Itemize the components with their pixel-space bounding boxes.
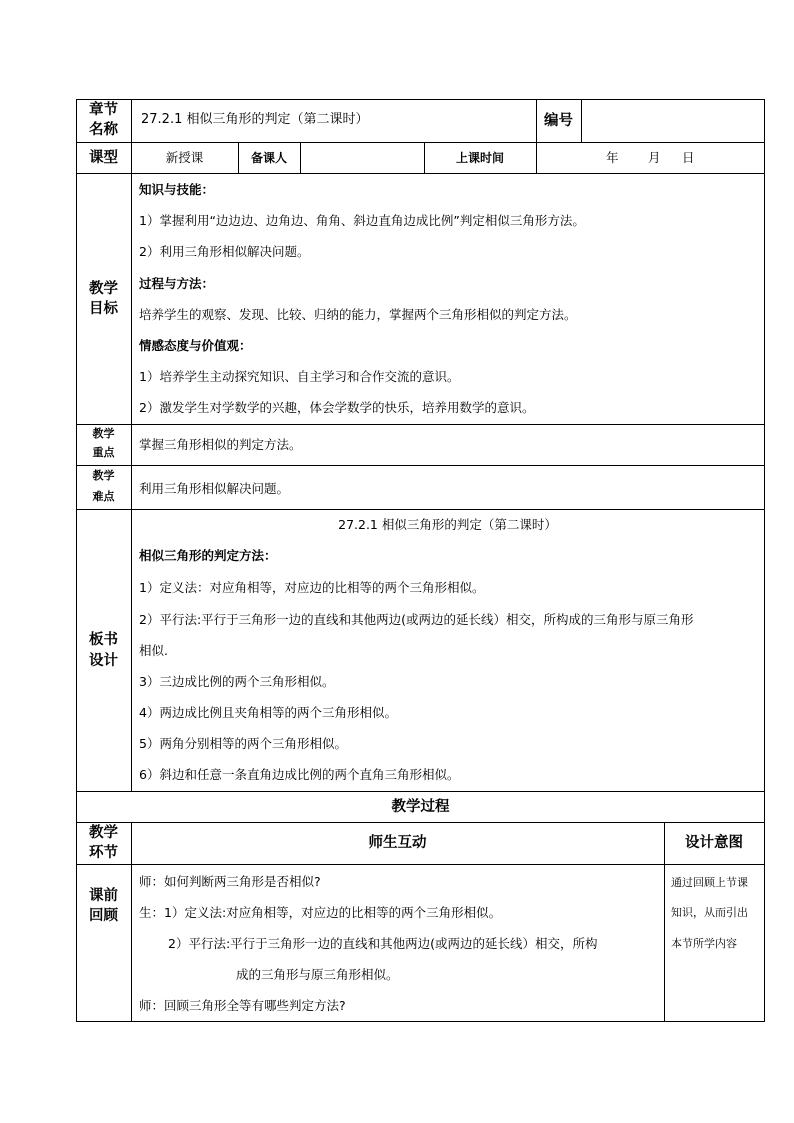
rule xyxy=(300,142,301,173)
board-item: 1）定义法：对应角相等，对应边的比相等的两个三角形相似。 xyxy=(139,580,485,595)
attitude-heading: 情感态度与价值观： xyxy=(139,338,252,353)
board-item: 相似. xyxy=(139,643,168,658)
type-value: 新授课 xyxy=(165,150,204,165)
chapter-label-line1: 章节 xyxy=(89,102,118,118)
process-section-title: 教学过程 xyxy=(391,799,450,815)
stage-col-header-line1: 教学 xyxy=(89,825,118,841)
key-point-label-line2: 重点 xyxy=(92,446,115,459)
intent-col-header: 设计意图 xyxy=(685,835,743,851)
review-line: 师：回顾三角形全等有哪些判定方法? xyxy=(139,998,346,1013)
time-label: 上课时间 xyxy=(455,151,504,165)
review-intent-line: 知识，从而引出 xyxy=(671,906,748,919)
date-day: 日 xyxy=(682,150,695,165)
review-intent-line: 通过回顾上节课 xyxy=(671,876,748,889)
board-item: 5）两角分别相等的两个三角形相似。 xyxy=(139,736,347,751)
rule xyxy=(76,465,765,466)
board-item: 6）斜边和任意一条直角边成比例的两个直角三角形相似。 xyxy=(139,767,460,782)
rule-bottom xyxy=(76,1021,765,1022)
board-heading: 相似三角形的判定方法： xyxy=(139,548,277,563)
date-month: 月 xyxy=(648,150,661,165)
number-label: 编号 xyxy=(544,113,573,129)
rule xyxy=(76,791,765,792)
rule-right xyxy=(764,99,765,1021)
rule xyxy=(76,509,765,510)
board-item: 2）平行法:平行于三角形一边的直线和其他两边(或两边的延长线）相交，所构成的三角形与原三角形 xyxy=(139,612,694,627)
preparer-label: 备课人 xyxy=(250,151,287,165)
key-point-value: 掌握三角形相似的判定方法。 xyxy=(139,437,302,452)
rule xyxy=(76,142,765,143)
rule xyxy=(131,99,132,791)
rule xyxy=(581,99,582,142)
rule xyxy=(76,424,765,425)
review-stage-line2: 回顾 xyxy=(89,908,118,924)
review-line: 生：1）定义法:对应角相等，对应边的比相等的两个三角形相似。 xyxy=(139,905,502,920)
attitude-item: 2）激发学生对学数学的兴趣，体会学数学的快乐，培养用数学的意识。 xyxy=(139,400,535,415)
board-item: 4）两边成比例且夹角相等的两个三角形相似。 xyxy=(139,705,397,720)
board-label-line2: 设计 xyxy=(89,653,118,669)
process-item: 培养学生的观察、发现、比较、归纳的能力，掌握两个三角形相似的判定方法。 xyxy=(139,307,577,322)
board-item: 3）三边成比例的两个三角形相似。 xyxy=(139,674,335,689)
review-stage-line1: 课前 xyxy=(89,888,118,904)
rule xyxy=(76,822,765,823)
process-heading: 过程与方法： xyxy=(139,276,215,291)
knowledge-heading: 知识与技能： xyxy=(139,182,215,197)
rule xyxy=(536,99,537,142)
review-line: 师：如何判断两三角形是否相似? xyxy=(139,874,321,889)
objectives-label-line1: 教学 xyxy=(89,281,118,297)
knowledge-item: 2）利用三角形相似解决问题。 xyxy=(139,244,310,259)
board-title: 27.2.1 相似三角形的判定（第二课时） xyxy=(338,517,557,532)
rule xyxy=(536,142,537,173)
knowledge-item: 1）掌握利用“边边边、边角边、角角、斜边直角边成比例”判定相似三角形方法。 xyxy=(139,213,585,228)
date-year: 年 xyxy=(606,150,619,165)
type-label: 课型 xyxy=(89,150,118,166)
review-intent-line: 本节所学内容 xyxy=(671,937,737,950)
rule-top xyxy=(76,99,765,100)
stage-col-header-line2: 环节 xyxy=(89,845,118,861)
interaction-col-header: 师生互动 xyxy=(368,835,427,851)
attitude-item: 1）培养学生主动探究知识、自主学习和合作交流的意识。 xyxy=(139,369,460,384)
chapter-label-line2: 名称 xyxy=(89,122,118,138)
board-label-line1: 板书 xyxy=(89,632,118,648)
difficulty-label-line2: 难点 xyxy=(92,490,115,503)
review-line: 2）平行法:平行于三角形一边的直线和其他两边(或两边的延长线）相交，所构 xyxy=(168,936,598,951)
review-line: 成的三角形与原三角形相似。 xyxy=(236,967,399,982)
chapter-value: 27.2.1 相似三角形的判定（第二课时） xyxy=(141,112,369,127)
difficulty-label-line1: 教学 xyxy=(92,469,115,482)
rule xyxy=(76,864,765,865)
rule xyxy=(76,173,765,174)
objectives-label-line2: 目标 xyxy=(89,301,118,317)
difficulty-value: 利用三角形相似解决问题。 xyxy=(139,481,290,496)
key-point-label-line1: 教学 xyxy=(92,427,115,440)
rule-left xyxy=(76,99,77,1021)
